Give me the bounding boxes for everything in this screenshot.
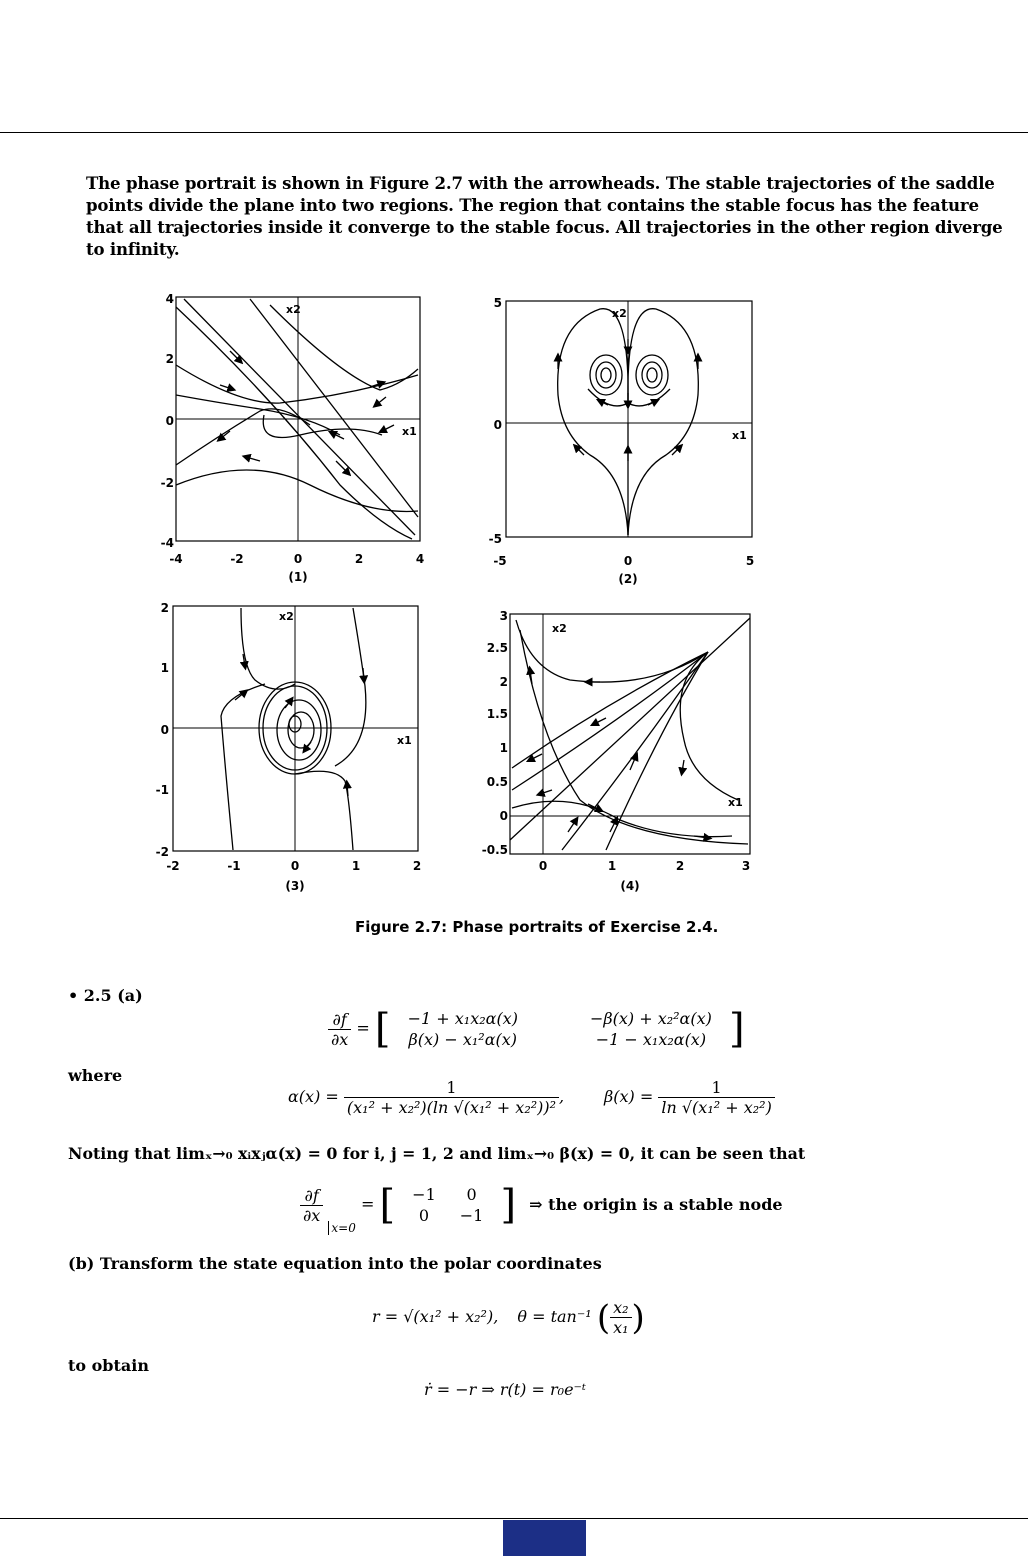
plot1-separatrix-a [184,299,415,535]
plot4-xtick: 1 [607,859,617,873]
jacobian-lhs: $\frac{\partial f}{\partial x}$ [328,1010,351,1049]
plot2-xtick: 5 [745,554,755,568]
plot4-arrow-6 [540,790,552,794]
plot4-ytick: 2.5 [486,641,508,655]
plot4-traj-2 [680,652,738,800]
plot4-ytick: 1.5 [486,707,508,721]
plot1-arrows [220,351,394,473]
intro-paragraph: The phase portrait is shown in Figure 2.7 with the arrowheads. The stable trajectories of the saddle points divide the plane into two regions. The region that contains the stable focus has the feature that all trajectories inside it converge to the stable focus. All trajectories in the other region diverge to infinity. [86,173,1003,259]
plot3-ytick: -2 [155,845,169,859]
plot3-arrows [235,654,364,796]
plot1-traj-4 [270,305,418,390]
plot3-xtick: 0 [290,859,300,873]
plot3-arrow-5 [285,700,291,708]
phase-portrait-3-svg [145,596,435,906]
plot2-ytick: 5 [493,296,502,310]
plot1-arrow-3 [220,385,232,389]
plot2-traj-right [628,309,698,535]
header-rule [0,132,1028,133]
beta-definition: β(x) = $\frac{1}{\text{ln √(x₁² + x₂²)}}$ [604,1078,775,1117]
plot4-xtick: 0 [538,859,548,873]
plot2-arrow-5 [576,447,584,455]
where-label: where [68,1066,123,1085]
plot1-ytick: -4 [160,536,174,550]
polar-definition: r = √(x₁² + x₂²), θ = tan⁻¹ ( $\frac{\text{x₂}}{\text{x₁}}$ ) [372,1297,645,1338]
plot4-ylabel: x2 [552,622,567,635]
plot1-arrow-8 [382,425,394,431]
plot2-spiral-right-inner [647,368,657,382]
plot4-ytick: 2 [499,675,508,689]
plot2-spiral-left-mid [596,362,616,388]
plot3-xtick: 1 [351,859,361,873]
plot1-arrow-7 [336,461,348,473]
plot4-arrow-9 [630,756,636,770]
plot3-ytick: 0 [160,723,169,737]
phase-portrait-4-svg [470,600,770,900]
phase-portrait-2 [480,285,770,595]
plot2-traj-bottom [588,389,670,406]
plot4-arrow-4 [594,718,606,724]
plot3-xlabel: x1 [397,734,412,747]
plot4-ytick: 1 [499,741,508,755]
plot2-label: (2) [618,572,638,586]
plot4-trajectories [510,618,750,850]
alpha-definition: α(x) = $\frac{1}{\text{(x₁² + x₂²)(ln √(x₁² + x₂²))²}}$ , [288,1078,565,1117]
plot4-ytick: -0.5 [481,843,508,857]
plot1-xtick: 2 [354,552,364,566]
plot2-spiral-left-inner [601,368,611,382]
plot3-ytick: -1 [155,783,169,797]
exercise-label: • 2.5 (a) [68,986,143,1005]
plot4-arrow-3 [682,760,684,772]
plot1-ylabel: x2 [286,303,301,316]
plot3-ytick: 1 [160,661,169,675]
plot2-ylabel: x2 [612,307,627,320]
jacobian-matrix: −1 + x₁x₂α(x) −β(x) + x₂²α(x) β(x) − x₁²α(x) −1 − x₁x₂α(x) [407,1009,712,1049]
plot1-xlabel: x1 [402,425,417,438]
plot1-xtick: -2 [230,552,244,566]
plot3-xtick: -1 [227,859,241,873]
plot3-xtick: 2 [412,859,422,873]
plot1-label: (1) [288,570,308,584]
plot2-ytick: -5 [488,532,502,546]
plot1-ytick: 0 [165,414,174,428]
plot1-arrow-1 [230,351,240,361]
plot2-traj-left [558,309,628,535]
plot1-ytick: 4 [165,292,174,306]
plot2-xtick: -5 [493,554,507,568]
plot1-xtick: 0 [293,552,303,566]
origin-matrix: −1 0 0 −1 [412,1185,484,1225]
plot2-frame [506,301,752,537]
jacobian-at-origin: $\frac{\partial f}{\partial x}$ $_{x=0}$ = [ −1 0 0 −1 ] ⇒ the origin is a stable node [300,1184,783,1235]
plot4-ytick: 0.5 [486,775,508,789]
plot2-spiral-right-outer [636,355,668,395]
plot4-ytick: 0 [499,809,508,823]
plot4-label: (4) [620,879,640,893]
plot1-ytick: 2 [165,352,174,366]
plot4-traj-7 [520,630,748,844]
plot4-traj-8 [512,801,732,836]
phase-portrait-1-svg [150,285,440,595]
footer-rule [0,1518,1028,1519]
figure-caption: Figure 2.7: Phase portraits of Exercise 2.4. [355,918,719,936]
plot3-xtick: -2 [166,859,180,873]
rdot-equation: ṙ = −r ⇒ r(t) = r₀e⁻ᵗ [424,1380,586,1399]
plot1-arrow-4 [376,397,386,405]
plot3-ytick: 2 [160,601,169,615]
plot4-ytick: 3 [499,609,508,623]
phase-portrait-1 [150,285,440,595]
plot2-xtick: 0 [623,554,633,568]
plot3-ylabel: x2 [279,610,294,623]
plot3-traj-3 [221,684,265,850]
plot3-traj-2 [335,608,366,766]
plot4-xtick: 2 [675,859,685,873]
plot2-spiral-right-mid [642,362,662,388]
plot2-arrow-8 [648,401,656,405]
plot2-ytick: 0 [493,418,502,432]
plot1-traj-1 [176,307,412,539]
plot1-traj-2 [176,365,418,403]
to-obtain-text: to obtain [68,1356,149,1375]
plot2-xlabel: x1 [732,429,747,442]
plot3-label: (3) [285,879,305,893]
noting-text: Noting that limₓ→₀ xᵢxⱼα(x) = 0 for i, j = 1, 2 and limₓ→₀ β(x) = 0, it can be seen that [68,1144,806,1163]
plot4-traj-3 [512,652,708,768]
phase-portrait-2-svg [480,285,770,595]
plot2-arrow-6 [672,447,680,455]
part-b-text: (b) Transform the state equation into the polar coordinates [68,1254,602,1273]
phase-portrait-4 [470,600,770,900]
plot1-xtick: 4 [415,552,425,566]
phase-portrait-3 [145,596,435,906]
plot1-xtick: -4 [169,552,183,566]
plot1-ytick: -2 [160,476,174,490]
plot4-xlabel: x1 [728,796,743,809]
plot4-frame [510,614,750,854]
plot4-xtick: 3 [741,859,751,873]
plot3-arrow-2 [363,668,364,680]
jacobian-equation: $\frac{\partial f}{\partial x}$ = [ −1 + x₁x₂α(x) −β(x) + x₂²α(x) β(x) − x₁²α(x) −1 − x₁x₂α(x) ] [328,1008,745,1050]
page-number-badge [503,1520,586,1556]
plot4-traj-1 [516,620,708,682]
plot1-arrow-6 [246,457,260,461]
plot4-traj-4 [512,652,708,790]
plot4-arrow-7 [568,820,576,832]
plot2-spiral-left-outer [590,355,622,395]
plot3-traj-4 [295,771,353,850]
plot1-traj-6 [176,470,418,511]
plot3-trajectories [221,608,366,850]
